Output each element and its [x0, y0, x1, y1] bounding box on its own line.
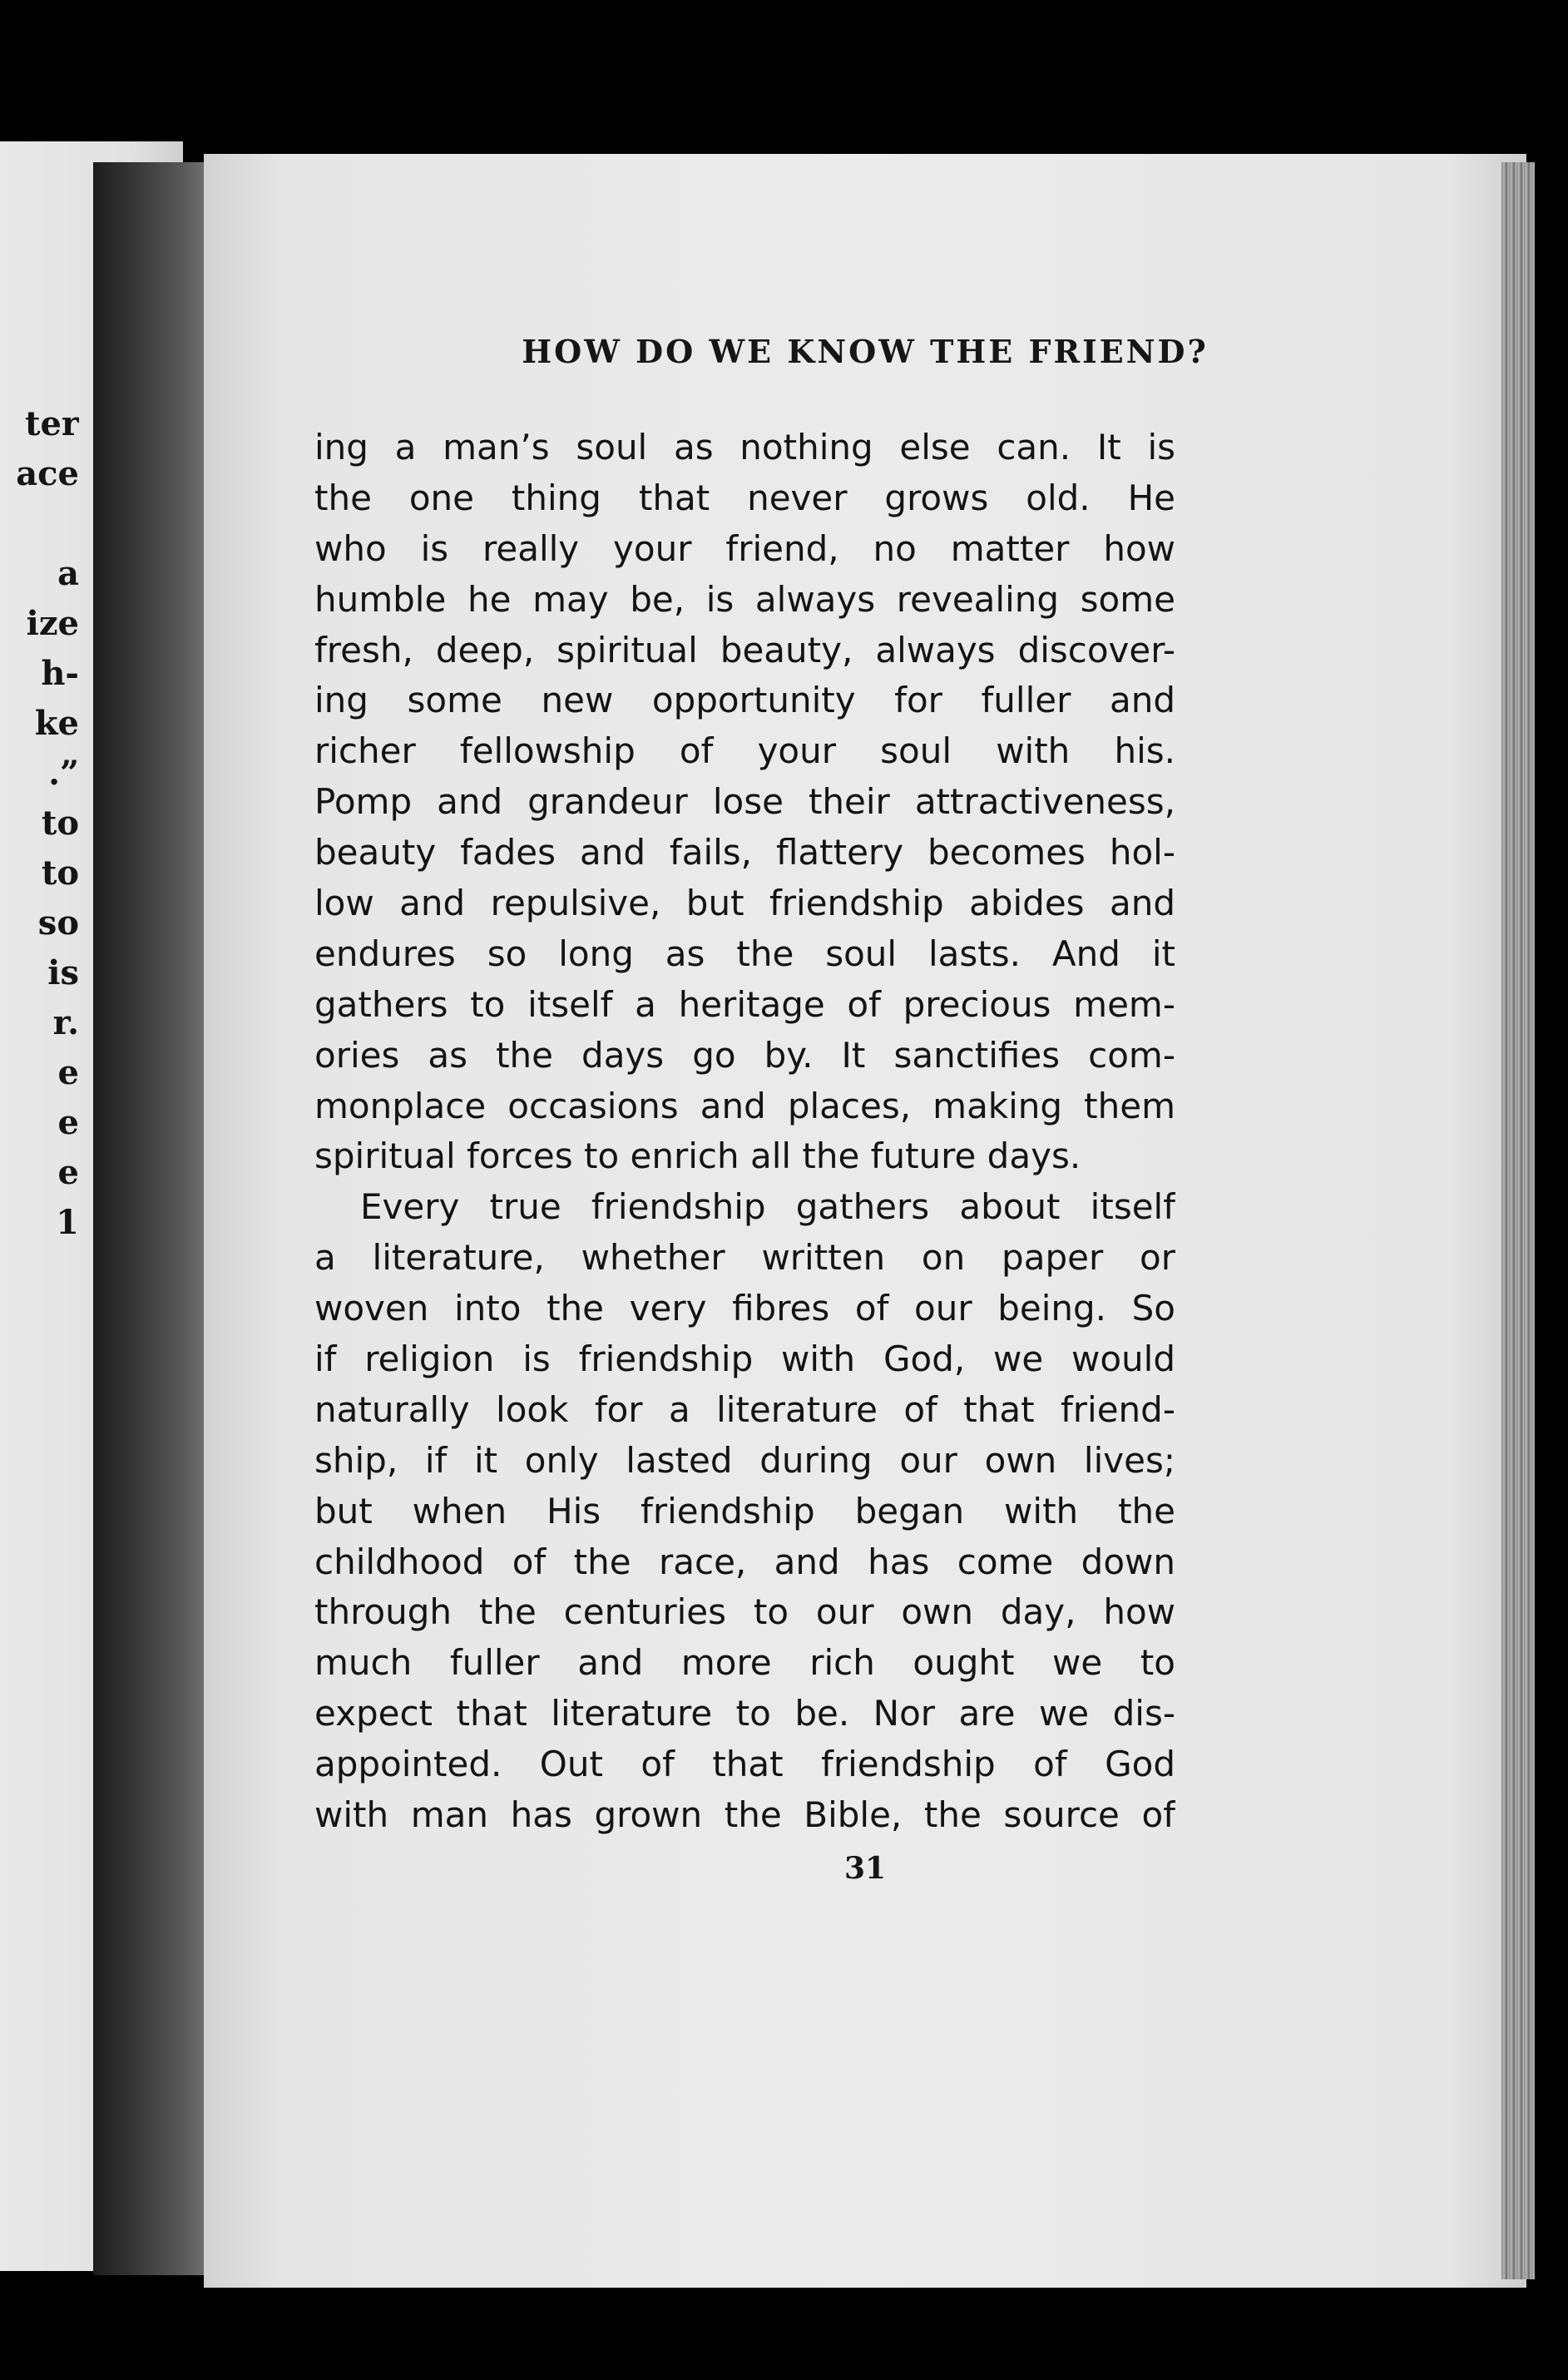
left-fragment: to	[41, 804, 79, 843]
text-line: if religion is friendship with God, we would	[314, 1338, 1175, 1380]
text-line: gathers to itself a heritage of precious mem-	[314, 983, 1175, 1025]
left-fragment: a	[57, 554, 79, 593]
text-line: spiritual forces to enrich all the future days.	[314, 1136, 1081, 1177]
text-line: ories as the days go by. It sanctifies com-	[314, 1034, 1175, 1076]
left-fragment: e	[57, 1153, 79, 1192]
text-line: ship, if it only lasted during our own lives;	[314, 1439, 1175, 1481]
text-line: who is really your friend, no matter how	[314, 527, 1175, 569]
text-line: humble he may be, is always revealing some	[314, 578, 1175, 620]
left-fragment: r.	[52, 1003, 79, 1042]
left-fragment: is	[47, 953, 79, 992]
text-line: low and repulsive, but friendship abides and	[314, 883, 1175, 924]
body-text	[314, 423, 1175, 1841]
text-line: with man has grown the Bible, the source of	[314, 1794, 1175, 1836]
page-edges	[1501, 162, 1535, 2279]
text-line: endures so long as the soul lasts. And it	[314, 933, 1175, 974]
left-fragment: ter	[25, 404, 79, 443]
left-fragment: to	[41, 854, 79, 893]
left-fragment: so	[37, 903, 79, 943]
text-line: ing a man’s soul as nothing else can. It is	[314, 427, 1175, 468]
text-line: Every true friendship gathers about itself	[360, 1186, 1175, 1228]
left-fragment: h-	[41, 654, 79, 693]
left-fragment	[0, 499, 79, 549]
running-head: HOW DO WE KNOW THE FRIEND?	[522, 333, 1209, 370]
text-line: ing some new opportunity for fuller and	[314, 680, 1175, 721]
text-line: expect that literature to be. Nor are we dis-	[314, 1693, 1175, 1734]
left-fragment: e	[57, 1053, 79, 1092]
text-line: naturally look for a literature of that friend-	[314, 1388, 1175, 1430]
text-line: monplace occasions and places, making them	[314, 1085, 1175, 1126]
text-line: childhood of the race, and has come down	[314, 1541, 1175, 1582]
text-line: woven into the very fibres of our being. So	[314, 1288, 1175, 1329]
text-line: Pomp and grandeur lose their attractiveness,	[314, 781, 1175, 823]
left-fragment: ace	[16, 454, 79, 493]
left-fragment: e	[57, 1103, 79, 1142]
text-line: appointed. Out of that friendship of God	[314, 1744, 1175, 1785]
left-fragment: ke	[34, 704, 79, 743]
text-line: beauty fades and fails, flattery becomes hol-	[314, 832, 1175, 873]
text-line: a literature, whether written on paper or	[314, 1237, 1175, 1279]
left-fragment: ize	[26, 604, 79, 643]
text-line: through the centuries to our own day, how	[314, 1591, 1175, 1633]
left-fragment: .”	[48, 754, 79, 793]
page-number: 31	[843, 1851, 887, 1886]
text-line: much fuller and more rich ought we to	[314, 1642, 1175, 1684]
left-page-text-fragments	[0, 399, 79, 1248]
text-line: richer fellowship of your soul with his.	[314, 730, 1175, 772]
text-line: the one thing that never grows old. He	[314, 477, 1175, 518]
text-line: fresh, deep, spiritual beauty, always discover-	[314, 629, 1175, 670]
left-fragment: 1	[56, 1203, 79, 1242]
text-line: but when His friendship began with the	[314, 1490, 1175, 1531]
